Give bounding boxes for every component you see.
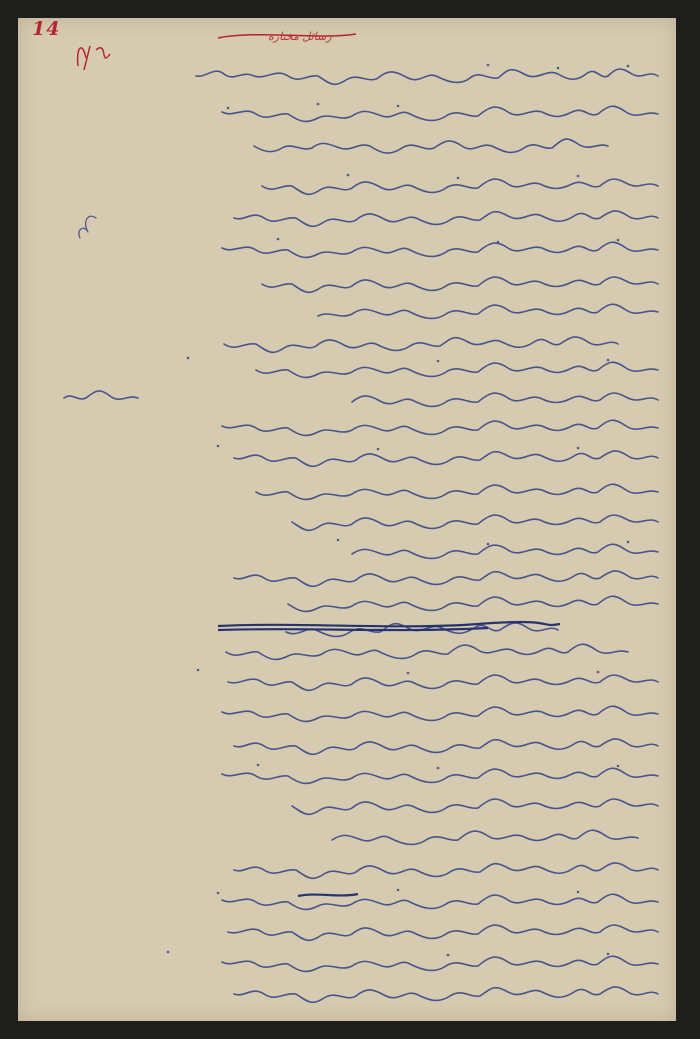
handwritten-line-9: [224, 337, 618, 352]
handwritten-line-10: [256, 362, 658, 377]
handwritten-line-23: [222, 768, 658, 783]
handwritten-line-12: [222, 420, 658, 435]
handwritten-line-3: [254, 139, 608, 153]
handwritten-line-14: [256, 484, 658, 499]
handwritten-line-5: [234, 211, 658, 226]
handwritten-line-20: [228, 675, 658, 690]
handwritten-line-18: [288, 596, 658, 611]
handwritten-line-29: [222, 956, 658, 971]
manuscript-page: [18, 18, 676, 1021]
handwritten-line-19: [226, 644, 628, 659]
handwritten-line-15: [292, 515, 658, 530]
handwritten-line-2: [222, 106, 658, 121]
handwritten-line-24: [292, 799, 658, 814]
handwritten-line-8: [318, 304, 658, 318]
handwritten-line-27: [222, 894, 658, 909]
handwritten-line-6: [79, 216, 658, 257]
handwritten-line-1: [196, 69, 658, 84]
handwritten-line-16: [352, 544, 658, 558]
handwritten-line-4: [262, 179, 658, 194]
handwritten-line-25: [332, 830, 638, 844]
margin-annotation: رسائل مختارة: [268, 30, 332, 43]
handwritten-line-28: [228, 925, 658, 940]
handwritten-line-21: [222, 706, 658, 721]
handwritten-line-11: [64, 391, 658, 407]
handwriting-layer: [18, 18, 676, 1021]
page-number: 14: [32, 18, 61, 40]
handwritten-line-26: [234, 863, 658, 878]
handwritten-line-22: [234, 739, 658, 754]
handwritten-line-17: [234, 571, 658, 586]
handwritten-line-30: [234, 987, 658, 1002]
diacritic-dots: [167, 64, 630, 957]
handwritten-line-13: [234, 451, 658, 466]
struck-out-line: [218, 622, 560, 636]
handwritten-line-7: [262, 277, 658, 292]
